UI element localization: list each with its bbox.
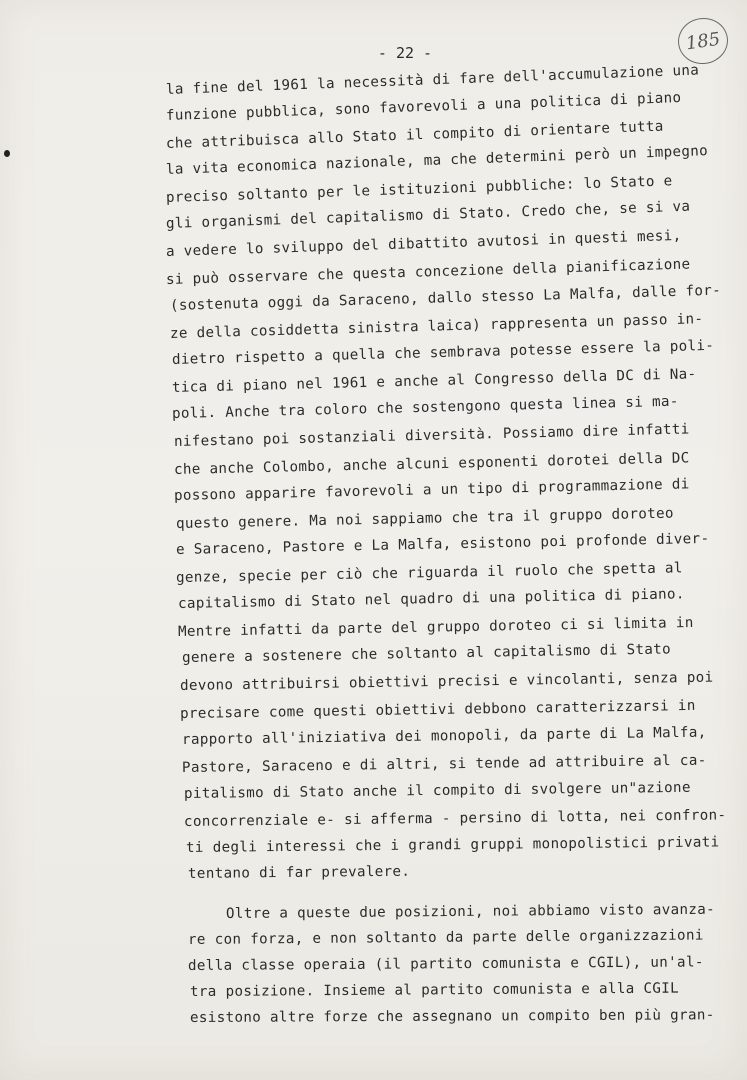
text-line: (sostenuta oggi da Saraceno, dallo stesso La Malfa, dalle for- bbox=[169, 282, 722, 314]
text-line: la fine del 1961 la necessità di fare dell'accumulazione una bbox=[165, 62, 700, 98]
text-line: che attribuisca allo Stato il compito di orientare tutta bbox=[165, 118, 664, 152]
text-line: Pastore, Saraceno e di altri, si tende ad attribuire al ca- bbox=[181, 752, 707, 776]
text-line: funzione pubblica, sono favorevoli a una politica di piano bbox=[165, 90, 682, 124]
text-line: esistono altre forze che assegnano un compito ben più gran- bbox=[189, 1007, 715, 1026]
text-line: re con forza, e non soltanto da parte delle organizzazioni bbox=[187, 927, 704, 948]
text-line: possono apparire favorevoli a un tipo di programmazione di bbox=[173, 476, 690, 504]
text-line: devono attribuirsi obiettivi precisi e vincolanti, senza poi bbox=[179, 669, 714, 694]
text-line: a vedere lo sviluppo del dibattito avutosi in questi mesi, bbox=[165, 227, 682, 260]
text-line: pitalismo di Stato anche il compito di svolgere un"azione bbox=[183, 779, 691, 802]
text-line: precisare come questi obiettivi debbono caratterizzarsi in bbox=[179, 697, 696, 722]
text-line: la vita economica nazionale, ma che determini però un impegno bbox=[165, 143, 709, 178]
text-line: nifestano poi sostanziali diversità. Possiamo dire infatti bbox=[173, 421, 690, 450]
text-line: poli. Anche tra coloro che sostengono questa linea si ma- bbox=[171, 393, 679, 422]
text-line: tentano di far prevalere. bbox=[187, 863, 411, 882]
text-line: della classe operaia (il partito comunista e CGIL), un'al- bbox=[187, 954, 704, 974]
text-line: genze, specie per ciò che riguarda il ruolo che spetta al bbox=[175, 560, 683, 586]
text-line: tra posizione. Insieme al partito comunista e alla CGIL bbox=[189, 980, 680, 1000]
text-line: questo genere. Ma noi sappiamo che tra il gruppo doroteo bbox=[175, 505, 674, 532]
text-line: preciso soltanto per le istituzioni pubbliche: lo Stato e bbox=[165, 173, 673, 206]
text-line: che anche Colombo, anche alcuni esponenti dorotei della DC bbox=[173, 450, 690, 478]
text-line: capitalismo di Stato nel quadro di una politica di piano. bbox=[177, 586, 685, 612]
text-line: gli organismi del capitalismo di Stato. Credo che, se si va bbox=[165, 198, 691, 232]
text-line: concorrenziale e- si afferma - persino di lotta, nei confron- bbox=[183, 807, 727, 830]
text-line: si può osservare che questa concezione della pianificazione bbox=[165, 256, 691, 288]
text-line: Oltre a queste due posizioni, noi abbiamo visto avanza- bbox=[225, 901, 716, 922]
text-line: tica di piano nel 1961 e anche al Congresso della DC di Na- bbox=[171, 366, 697, 396]
page-number: - 22 - bbox=[377, 44, 433, 62]
text-line: genere a sostenere che soltanto al capitalismo di Stato bbox=[181, 641, 672, 666]
text-line: e Saraceno, Pastore e La Malfa, esistono poi profonde diver- bbox=[175, 530, 710, 558]
text-line: ze della cosiddetta sinistra laica) rappresenta un passo in- bbox=[169, 311, 704, 342]
text-line: dietro rispetto a quella che sembrava potesse essere la poli- bbox=[171, 337, 715, 368]
text-line: ti degli interessi che i grandi gruppi monopolistici privati bbox=[185, 834, 720, 856]
archive-number-stamp: 185 bbox=[675, 15, 731, 68]
text-line: Mentre infatti da parte del gruppo doroteo ci si limita in bbox=[177, 615, 694, 640]
text-line: rapporto all'iniziativa dei monopoli, da parte di La Malfa, bbox=[181, 724, 707, 748]
